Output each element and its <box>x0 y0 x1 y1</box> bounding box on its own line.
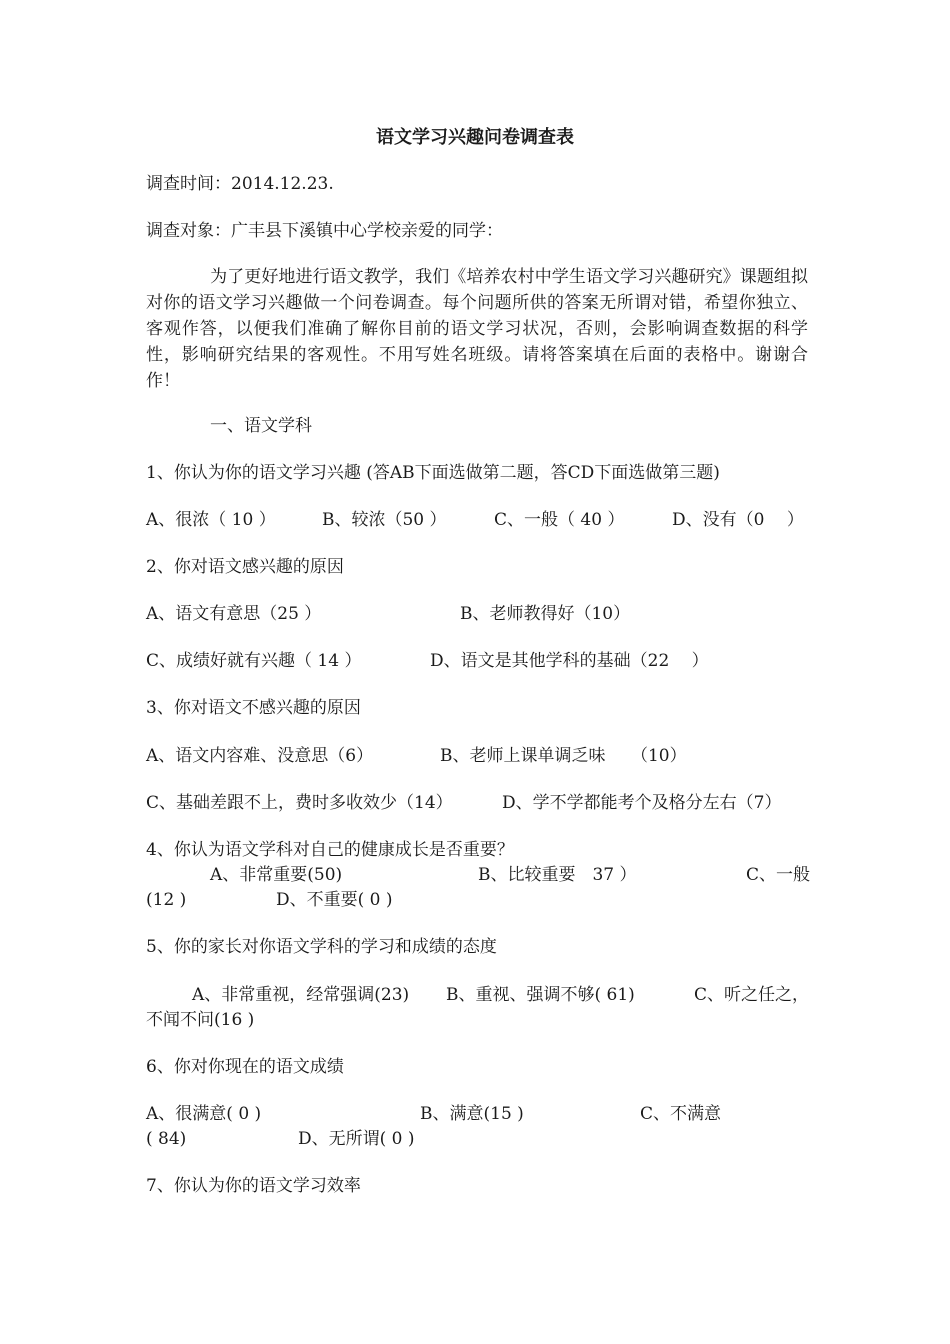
question-6: 6、你对你现在的语文成绩 <box>146 1057 344 1077</box>
q1-option-d: D、没有（0 ） <box>672 510 804 530</box>
question-5: 5、你的家长对你语文学科的学习和成绩的态度 <box>146 937 497 957</box>
intro-paragraph <box>146 264 808 394</box>
q3-option-b: B、老师上课单调乏味 （10） <box>440 746 687 766</box>
q4-option-c-count: (12 ) <box>146 890 187 910</box>
intro-text: 为了更好地进行语文教学，我们《培养农村中学生语文学习兴趣研究》课题组拟对你的语文学习兴趣做一个问卷调查。每个问题所供的答案无所谓对错，希望你独立、客观作答，以便我们准确了解你目前的语文学习状况，否则，会影响调查数据的科学性，影响研究结果的客观性。不用写姓名班级。请将答案填在后面的表格中。谢谢合作！ <box>146 267 808 391</box>
question-1: 1、你认为你的语文学习兴趣 (答AB下面选做第二题，答CD下面选做第三题) <box>146 463 720 483</box>
q4-option-c: C、一般 <box>746 865 811 885</box>
q1-option-b: B、较浓（50 ） <box>322 510 447 530</box>
survey-time: 调查时间：2014.12.23. <box>146 174 334 194</box>
q1-option-a: A、很浓（ 10 ） <box>146 510 276 530</box>
q6-option-c: C、不满意 <box>640 1104 722 1124</box>
q4-option-b: B、比较重要 37 ） <box>478 865 637 885</box>
q3-option-a: A、语文内容难、没意思（6） <box>146 746 374 766</box>
question-4: 4、你认为语文学科对自己的健康成长是否重要？ <box>146 840 514 860</box>
q2-option-a: A、语文有意思（25 ） <box>146 604 322 624</box>
page-title: 语文学习兴趣问卷调查表 <box>376 127 574 148</box>
q3-option-d: D、学不学都能考个及格分左右（7） <box>502 793 782 813</box>
question-3: 3、你对语文不感兴趣的原因 <box>146 698 361 718</box>
q2-option-d: D、语文是其他学科的基础（22 ） <box>430 651 709 671</box>
q2-option-c: C、成绩好就有兴趣（ 14 ） <box>146 651 362 671</box>
q5-option-b: B、重视、强调不够( 61) <box>446 985 635 1005</box>
q4-option-d: D、不重要( 0 ) <box>276 890 393 910</box>
q5-option-c-rest: 不闻不问(16 ) <box>146 1010 255 1030</box>
q1-option-c: C、一般（ 40 ） <box>494 510 625 530</box>
section-heading: 一、语文学科 <box>210 416 312 436</box>
question-7: 7、你认为你的语文学习效率 <box>146 1176 361 1196</box>
q6-option-d: D、无所谓( 0 ) <box>298 1129 415 1149</box>
question-2: 2、你对语文感兴趣的原因 <box>146 557 344 577</box>
q6-option-c-count: ( 84) <box>146 1129 187 1149</box>
q5-option-c: C、听之任之， <box>694 985 810 1005</box>
survey-target: 调查对象：广丰县下溪镇中心学校亲爱的同学： <box>146 221 503 241</box>
q6-option-b: B、满意(15 ) <box>420 1104 524 1124</box>
q2-option-b: B、老师教得好（10） <box>460 604 631 624</box>
q6-option-a: A、很满意( 0 ) <box>146 1104 262 1124</box>
q4-option-a: A、非常重要(50) <box>210 865 343 885</box>
q5-option-a: A、非常重视，经常强调(23) <box>192 985 410 1005</box>
q3-option-c: C、基础差跟不上，费时多收效少（14） <box>146 793 453 813</box>
